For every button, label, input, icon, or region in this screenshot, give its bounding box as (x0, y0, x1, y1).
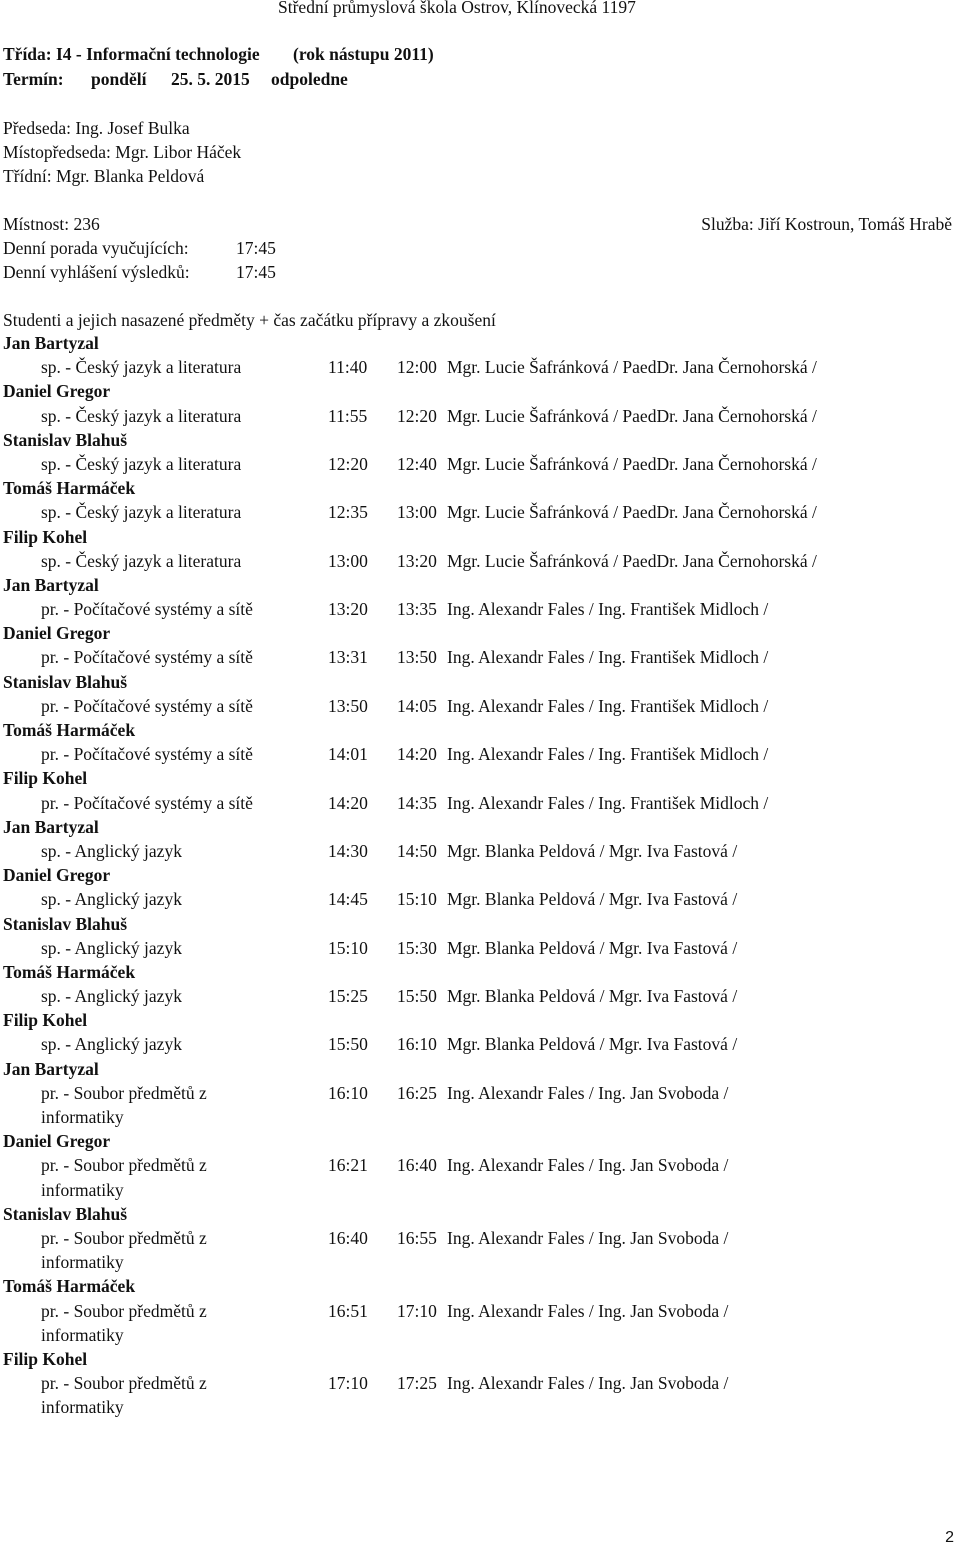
subject-cell: sp. - Anglický jazyk (41, 889, 182, 910)
meeting-label: Denní porada vyučujících: (3, 238, 189, 258)
exam-time: 15:50 (397, 986, 437, 1007)
examiners-cell: Mgr. Lucie Šafránková / PaedDr. Jana Černohorská / (447, 357, 817, 378)
examiners-cell: Ing. Alexandr Fales / Ing. Jan Svoboda / (447, 1155, 729, 1176)
session-row (3, 1299, 943, 1347)
subject-cell: sp. - Český jazyk a literatura (41, 405, 242, 426)
prep-time: 14:30 (328, 840, 368, 861)
exam-time: 13:20 (397, 550, 437, 571)
room: Místnost: 236 (3, 214, 100, 234)
term-label: Termín: (3, 69, 64, 89)
examiners-cell: Ing. Alexandr Fales / Ing. František Midloch / (447, 792, 769, 813)
examiners-cell: Ing. Alexandr Fales / Ing. František Midloch / (447, 599, 769, 620)
term-part: odpoledne (271, 69, 348, 89)
examiners-cell: Mgr. Blanka Peldová / Mgr. Iva Fastová / (447, 986, 738, 1007)
results-label: Denní vyhlášení výsledků: (3, 262, 190, 282)
session-row (3, 1153, 943, 1201)
class-line (3, 42, 434, 66)
examiners-cell: Mgr. Blanka Peldová / Mgr. Iva Fastová / (447, 840, 738, 861)
page-number: 2 (945, 1528, 954, 1546)
session-row (3, 404, 943, 428)
exam-time: 15:10 (397, 889, 437, 910)
student-name: Jan Bartyzal (3, 1058, 99, 1079)
exam-time: 14:50 (397, 840, 437, 861)
subject-cell: pr. - Soubor předmětů z informatiky (41, 1300, 207, 1345)
prep-time: 16:10 (328, 1082, 368, 1103)
student-name: Tomáš Harmáček (3, 1276, 136, 1297)
prep-time: 14:01 (328, 744, 368, 765)
examiners-cell: Mgr. Lucie Šafránková / PaedDr. Jana Černohorská / (447, 502, 817, 523)
session-row (3, 742, 943, 766)
class-teacher: Třídní: Mgr. Blanka Peldová (3, 166, 205, 186)
school-header: Střední průmyslová škola Ostrov, Klínovecká 1197 (278, 0, 636, 17)
term-day: pondělí (91, 69, 147, 89)
student-name: Tomáš Harmáček (3, 961, 136, 982)
subject-cell: pr. - Počítačové systémy a sítě (41, 599, 253, 620)
subject-cell: pr. - Počítačové systémy a sítě (41, 695, 253, 716)
examiners-cell: Mgr. Blanka Peldová / Mgr. Iva Fastová / (447, 889, 738, 910)
student-name: Daniel Gregor (3, 623, 111, 644)
subject-cell: sp. - Anglický jazyk (41, 937, 182, 958)
prep-time: 11:40 (328, 357, 368, 378)
vice-chair: Místopředseda: Mgr. Libor Háček (3, 142, 242, 162)
subject-cell: sp. - Anglický jazyk (41, 840, 182, 861)
examiners-cell: Mgr. Lucie Šafránková / PaedDr. Jana Černohorská / (447, 550, 817, 571)
exam-time: 13:00 (397, 502, 437, 523)
prep-time: 13:31 (328, 647, 368, 668)
student-name: Stanislav Blahuš (3, 913, 128, 934)
subject-cell: pr. - Počítačové systémy a sítě (41, 792, 253, 813)
examiners-cell: Mgr. Blanka Peldová / Mgr. Iva Fastová / (447, 1034, 738, 1055)
exam-time: 14:05 (397, 695, 437, 716)
examiners-cell: Ing. Alexandr Fales / Ing. Jan Svoboda / (447, 1082, 729, 1103)
results-time: 17:45 (236, 262, 276, 282)
session-row (3, 887, 943, 911)
session-row (3, 500, 943, 524)
session-list (3, 331, 943, 1420)
subject-cell: pr. - Soubor předmětů z informatiky (41, 1227, 207, 1273)
examiners-cell: Ing. Alexandr Fales / Ing. Jan Svoboda / (447, 1300, 729, 1321)
meeting-time: 17:45 (236, 238, 276, 258)
session-row (3, 1081, 943, 1129)
subject-cell: pr. - Soubor předmětů z informatiky (41, 1082, 207, 1128)
prep-time: 13:00 (328, 550, 368, 571)
student-name: Filip Kohel (3, 1348, 88, 1369)
prep-time: 12:35 (328, 502, 368, 523)
examiners-cell: Ing. Alexandr Fales / Ing. Jan Svoboda / (447, 1227, 729, 1248)
prep-time: 13:50 (328, 695, 368, 716)
student-name: Stanislav Blahuš (3, 429, 128, 450)
session-row (3, 597, 943, 621)
subject-cell: pr. - Počítačové systémy a sítě (41, 647, 253, 668)
session-row (3, 452, 943, 476)
exam-time: 16:40 (397, 1155, 437, 1176)
exam-time: 16:10 (397, 1034, 437, 1055)
student-name: Stanislav Blahuš (3, 1203, 128, 1224)
session-row (3, 1226, 943, 1274)
examiners-cell: Mgr. Lucie Šafránková / PaedDr. Jana Černohorská / (447, 453, 817, 474)
prep-time: 12:20 (328, 453, 368, 474)
subject-cell: sp. - Český jazyk a literatura (41, 453, 242, 474)
student-name: Tomáš Harmáček (3, 478, 136, 499)
exam-time: 13:50 (397, 647, 437, 668)
exam-time: 16:25 (397, 1082, 437, 1103)
subject-cell: pr. - Soubor předmětů z informatiky (41, 1373, 207, 1418)
prep-time: 14:45 (328, 889, 368, 910)
session-row (3, 549, 943, 573)
examiners-cell: Ing. Alexandr Fales / Ing. František Midloch / (447, 647, 769, 668)
subject-cell: sp. - Český jazyk a literatura (41, 502, 242, 523)
session-row (3, 694, 943, 718)
student-name: Jan Bartyzal (3, 816, 99, 837)
meeting-line (3, 236, 276, 260)
term-line (3, 67, 348, 91)
term-date: 25. 5. 2015 (171, 69, 250, 89)
class-label: Třída: I4 - Informační technologie (3, 44, 260, 64)
prep-time: 16:51 (328, 1300, 368, 1321)
student-name: Tomáš Harmáček (3, 720, 136, 740)
exam-time: 12:20 (397, 405, 437, 426)
prep-time: 13:20 (328, 599, 368, 620)
student-name: Jan Bartyzal (3, 574, 99, 595)
examiners-cell: Mgr. Blanka Peldová / Mgr. Iva Fastová / (447, 937, 738, 958)
student-name: Daniel Gregor (3, 1131, 111, 1152)
prep-time: 16:21 (328, 1155, 368, 1176)
exam-time: 17:25 (397, 1373, 437, 1394)
exam-time: 13:35 (397, 599, 437, 620)
subject-cell: sp. - Český jazyk a literatura (41, 550, 242, 571)
student-name: Jan Bartyzal (3, 333, 99, 353)
class-year: (rok nástupu 2011) (293, 44, 434, 64)
session-row (3, 839, 943, 863)
subject-cell: sp. - Český jazyk a literatura (41, 357, 242, 378)
student-name: Daniel Gregor (3, 381, 111, 402)
session-row (3, 645, 943, 669)
session-row (3, 984, 943, 1008)
student-name: Filip Kohel (3, 1010, 88, 1031)
session-row (3, 936, 943, 960)
student-name: Filip Kohel (3, 526, 88, 547)
chair: Předseda: Ing. Josef Bulka (3, 118, 190, 138)
prep-time: 15:50 (328, 1034, 368, 1055)
prep-time: 16:40 (328, 1227, 368, 1248)
examiners-cell: Mgr. Lucie Šafránková / PaedDr. Jana Černohorská / (447, 405, 817, 426)
prep-time: 15:25 (328, 986, 368, 1007)
prep-time: 14:20 (328, 792, 368, 813)
exam-time: 17:10 (397, 1300, 437, 1321)
subject-cell: pr. - Soubor předmětů z informatiky (41, 1155, 207, 1200)
subject-cell: pr. - Počítačové systémy a sítě (41, 744, 253, 765)
subject-cell: sp. - Anglický jazyk (41, 986, 182, 1007)
duty: Služba: Jiří Kostroun, Tomáš Hrabě (701, 214, 952, 234)
results-line (3, 260, 276, 284)
section-title: Studenti a jejich nasazené předměty + čas začátku přípravy a zkoušení (3, 310, 496, 330)
session-row (3, 355, 943, 379)
session-row (3, 1032, 943, 1056)
prep-time: 15:10 (328, 937, 368, 958)
session-row (3, 791, 943, 815)
student-name: Stanislav Blahuš (3, 671, 128, 692)
student-name: Daniel Gregor (3, 865, 111, 886)
exam-time: 14:35 (397, 792, 437, 813)
exam-time: 15:30 (397, 937, 437, 958)
examiners-cell: Ing. Alexandr Fales / Ing. František Midloch / (447, 695, 769, 716)
examiners-cell: Ing. Alexandr Fales / Ing. Jan Svoboda / (447, 1373, 729, 1394)
prep-time: 17:10 (328, 1373, 368, 1394)
subject-cell: sp. - Anglický jazyk (41, 1034, 182, 1055)
exam-time: 12:40 (397, 453, 437, 474)
exam-time: 16:55 (397, 1227, 437, 1248)
session-row (3, 1371, 943, 1419)
prep-time: 11:55 (328, 405, 368, 426)
examiners-cell: Ing. Alexandr Fales / Ing. František Midloch / (447, 744, 769, 765)
exam-time: 14:20 (397, 744, 437, 765)
student-name: Filip Kohel (3, 768, 88, 789)
exam-time: 12:00 (397, 357, 437, 378)
